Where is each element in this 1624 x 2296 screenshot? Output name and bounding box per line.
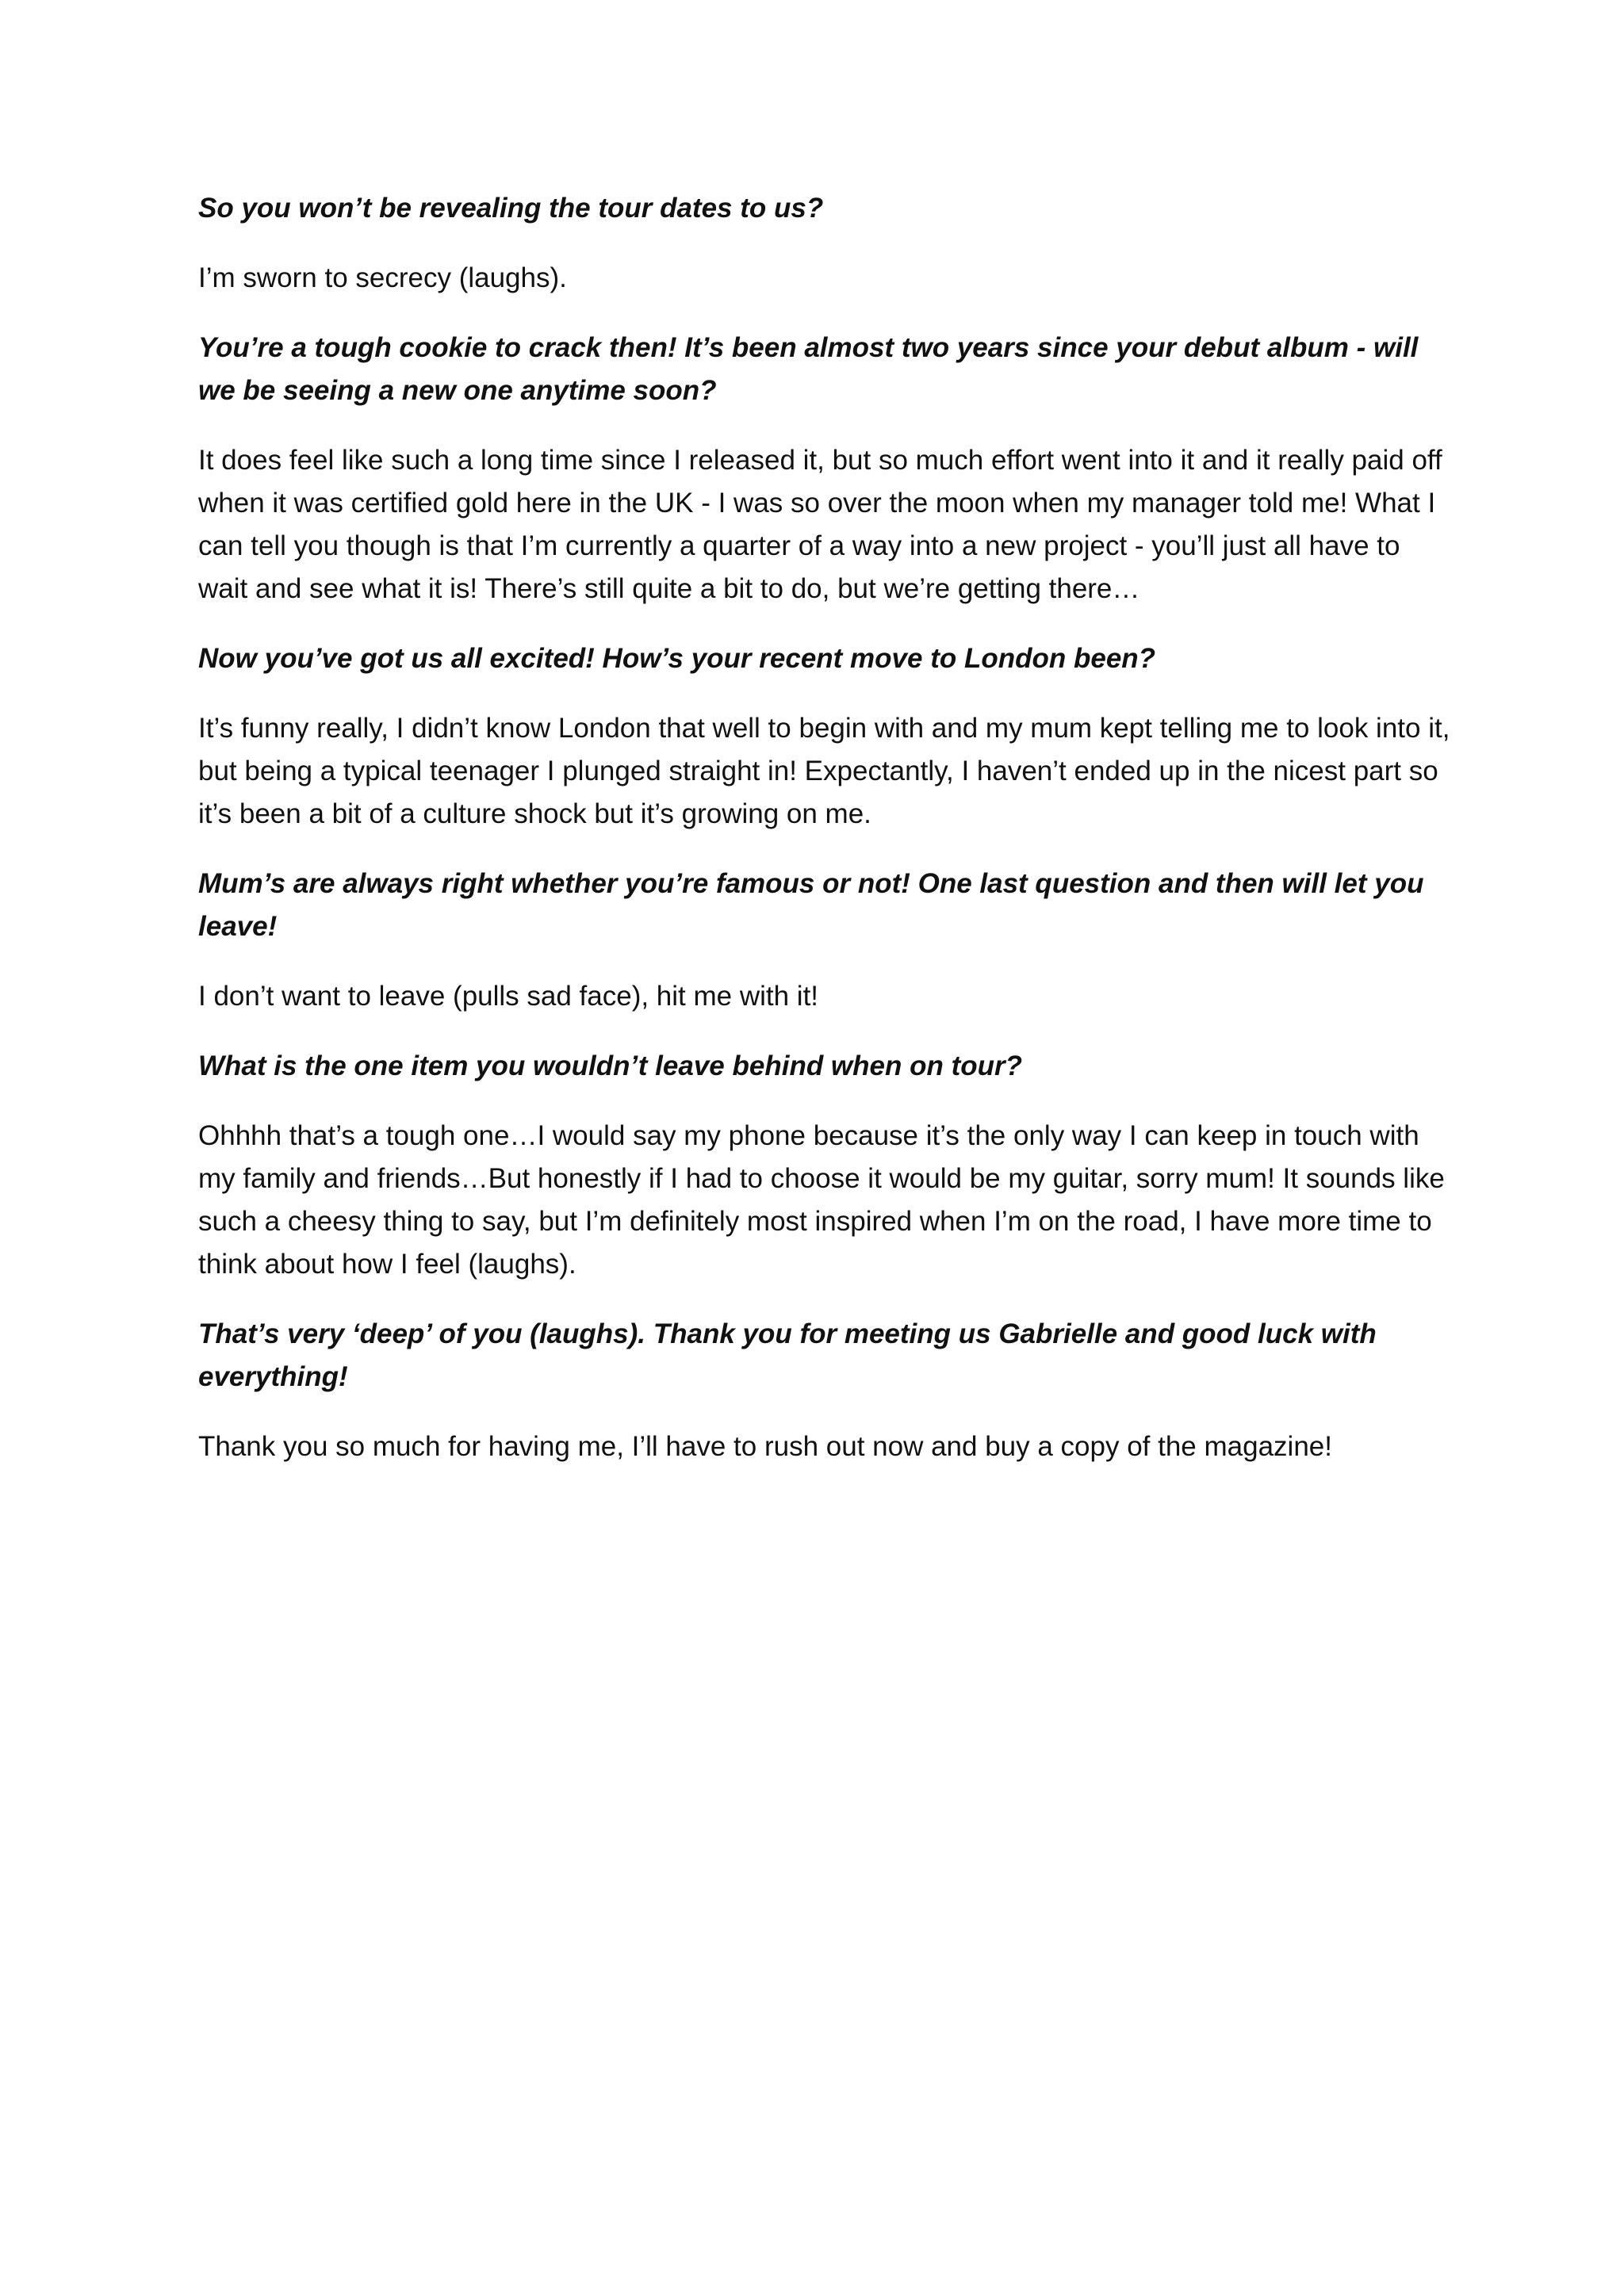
interview-answer: I don’t want to leave (pulls sad face), hit me with it! [198, 981, 819, 1012]
interview-answer: It does feel like such a long time since I released it, but so much effort went into it and it really paid off when it was certified gold here in the UK - I was so over the moon when my manager told me! What I can tell you though is that I’m currently a quarter of a way into a new project - you’ll just all have to wait and see what it is! There’s still quite a bit to do, but we’re getting there… [198, 445, 1442, 604]
interview-question: Now you’ve got us all excited! How’s your recent move to London been? [198, 643, 1156, 674]
interview-answer: Thank you so much for having me, I’ll have to rush out now and buy a copy of the magazine! [198, 1431, 1332, 1462]
interview-question: What is the one item you wouldn’t leave behind when on tour? [198, 1050, 1022, 1081]
interview-question: That’s very ‘deep’ of you (laughs). Thank you for meeting us Gabrielle and good luck with everything! [198, 1318, 1377, 1392]
interview-text [198, 187, 1451, 1495]
interview-answer: Ohhhh that’s a tough one…I would say my phone because it’s the only way I can keep in touch with my family and friends…But honestly if I had to choose it would be my guitar, sorry mum! It sounds like such a cheesy thing to say, but I’m definitely most inspired when I’m on the road, I have more time to think about how I feel (laughs). [198, 1120, 1445, 1280]
interview-answer: It’s funny really, I didn’t know London that well to begin with and my mum kept telling me to look into it, but being a typical teenager I plunged straight in! Expectantly, I haven’t ended up in the nicest part so it’s been a bit of a culture shock but it’s growing on me. [198, 713, 1450, 829]
interview-question: You’re a tough cookie to crack then! It’s been almost two years since your debut album - will we be seeing a new one anytime soon? [198, 332, 1419, 406]
interview-answer: I’m sworn to secrecy (laughs). [198, 262, 567, 293]
interview-question: Mum’s are always right whether you’re famous or not! One last question and then will let you leave! [198, 868, 1424, 942]
interview-question: So you won’t be revealing the tour dates to us? [198, 193, 824, 224]
